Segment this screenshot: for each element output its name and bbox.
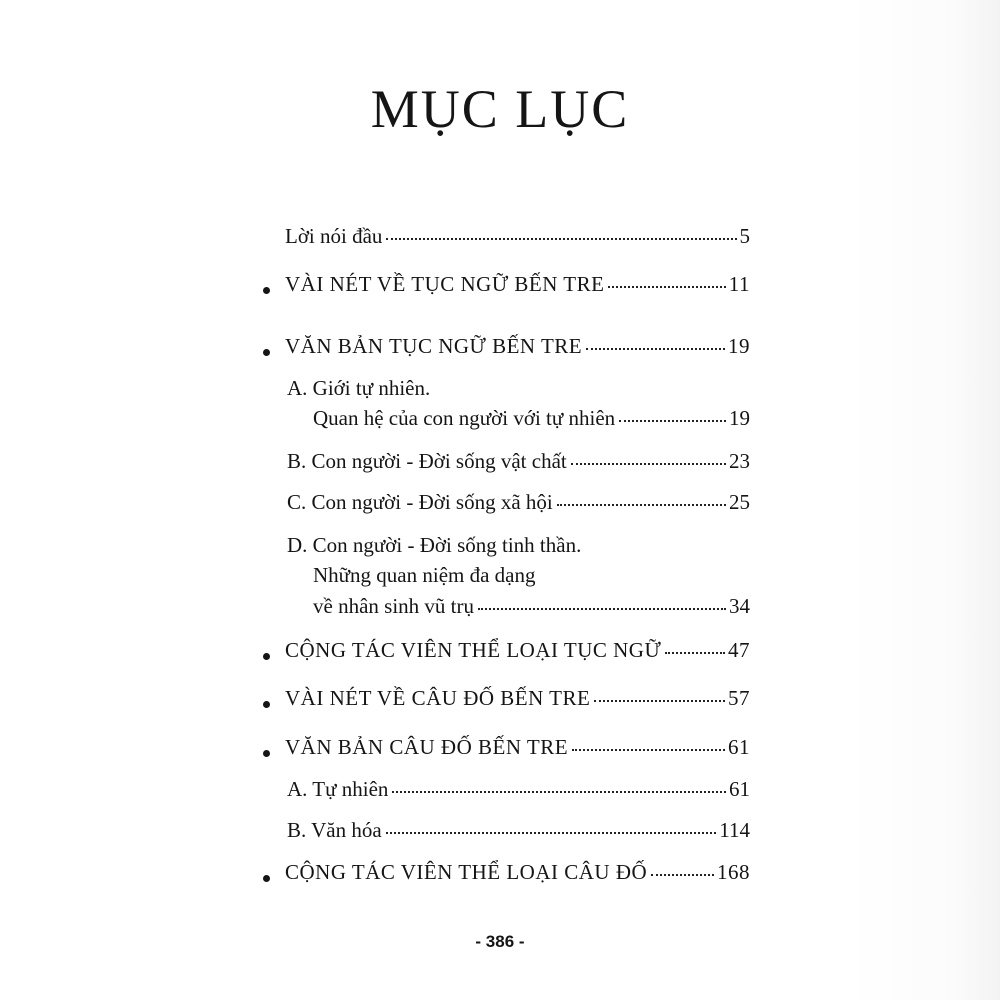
- bullet-icon: [263, 287, 270, 294]
- toc-entry-doi-song-tinh-than[interactable]: [313, 596, 750, 617]
- dot-leader: [392, 791, 726, 793]
- toc-entry-page: 11: [728, 272, 750, 296]
- dot-leader: [478, 608, 726, 610]
- toc-entry-label: C. Con người - Đời sống xã hội: [287, 490, 553, 514]
- dot-leader: [594, 700, 725, 702]
- toc-entry-page: 47: [728, 638, 750, 662]
- toc-entry-line: D. Con người - Đời sống tinh thần.: [287, 533, 582, 557]
- toc-entry-label: CỘNG TÁC VIÊN THỂ LOẠI CÂU ĐỐ: [285, 860, 648, 884]
- toc-entry-doi-song-xa-hoi[interactable]: [287, 492, 750, 513]
- dot-leader: [608, 286, 725, 288]
- toc-entry-label: Quan hệ của con người với tự nhiên: [313, 406, 616, 430]
- dot-leader: [586, 348, 725, 350]
- toc-entry-page: 19: [729, 406, 750, 430]
- toc-entry-label: VĂN BẢN CÂU ĐỐ BẾN TRE: [285, 735, 569, 759]
- dot-leader: [571, 463, 726, 465]
- toc-entry-page: 25: [729, 490, 750, 514]
- toc-entry-line: Những quan niệm đa dạng: [313, 563, 536, 587]
- toc-entry-label: VÀI NÉT VỀ CÂU ĐỐ BẾN TRE: [285, 686, 591, 710]
- toc-entry-label: VÀI NÉT VỀ TỤC NGỮ BẾN TRE: [285, 272, 605, 296]
- toc-entry-page: 57: [728, 686, 750, 710]
- toc-entry-vai-net-cau-do[interactable]: [285, 688, 750, 709]
- dot-leader: [557, 504, 726, 506]
- toc-entry-ctv-cau-do[interactable]: [285, 862, 750, 883]
- toc-entry-gioi-tu-nhien[interactable]: [313, 408, 750, 429]
- toc-entry-page: 114: [719, 818, 750, 842]
- toc-entry-tu-nhien[interactable]: [287, 779, 750, 800]
- toc-entry-label: B. Con người - Đời sống vật chất: [287, 449, 567, 473]
- dot-leader: [572, 749, 725, 751]
- dot-leader: [386, 238, 736, 240]
- toc-entry-page: 23: [729, 449, 750, 473]
- toc-entry-loi-noi-dau[interactable]: [285, 226, 750, 247]
- toc-entry-page: 19: [728, 334, 750, 358]
- bullet-icon: [263, 349, 270, 356]
- toc-entry-line: A. Giới tự nhiên.: [287, 376, 431, 400]
- toc-entry-van-ban-tuc-ngu[interactable]: [285, 336, 750, 357]
- dot-leader: [651, 874, 714, 876]
- toc-entry-ctv-tuc-ngu[interactable]: [285, 640, 750, 661]
- bullet-icon: [263, 701, 270, 708]
- toc-entry-label: về nhân sinh vũ trụ: [313, 594, 474, 618]
- toc-entry-doi-song-vat-chat[interactable]: [287, 451, 750, 472]
- toc-entry-page: 61: [729, 777, 750, 801]
- toc-entry-label: Lời nói đầu: [285, 224, 383, 248]
- bullet-icon: [263, 653, 270, 660]
- bullet-icon: [263, 875, 270, 882]
- toc-entry-label: CỘNG TÁC VIÊN THỂ LOẠI TỤC NGỮ: [285, 638, 662, 662]
- toc-entry-page: 5: [739, 224, 750, 248]
- toc-entry-label: VĂN BẢN TỤC NGỮ BẾN TRE: [285, 334, 583, 358]
- page-number: - 386 -: [475, 932, 525, 951]
- toc-entry-page: 34: [729, 594, 750, 618]
- toc-entry-label: A. Tự nhiên: [287, 777, 389, 801]
- toc-entry-van-hoa[interactable]: [287, 820, 750, 841]
- toc-entry-vai-net-tuc-ngu[interactable]: [285, 274, 750, 295]
- toc-entry-van-ban-cau-do[interactable]: [285, 737, 750, 758]
- toc-entry-label: B. Văn hóa: [287, 818, 382, 842]
- bullet-icon: [263, 750, 270, 757]
- dot-leader: [665, 652, 725, 654]
- dot-leader: [619, 420, 726, 422]
- toc-entry-page: 168: [717, 860, 750, 884]
- dot-leader: [386, 832, 717, 834]
- toc-entry-page: 61: [728, 735, 750, 759]
- page-title: MỤC LỤC: [370, 79, 630, 139]
